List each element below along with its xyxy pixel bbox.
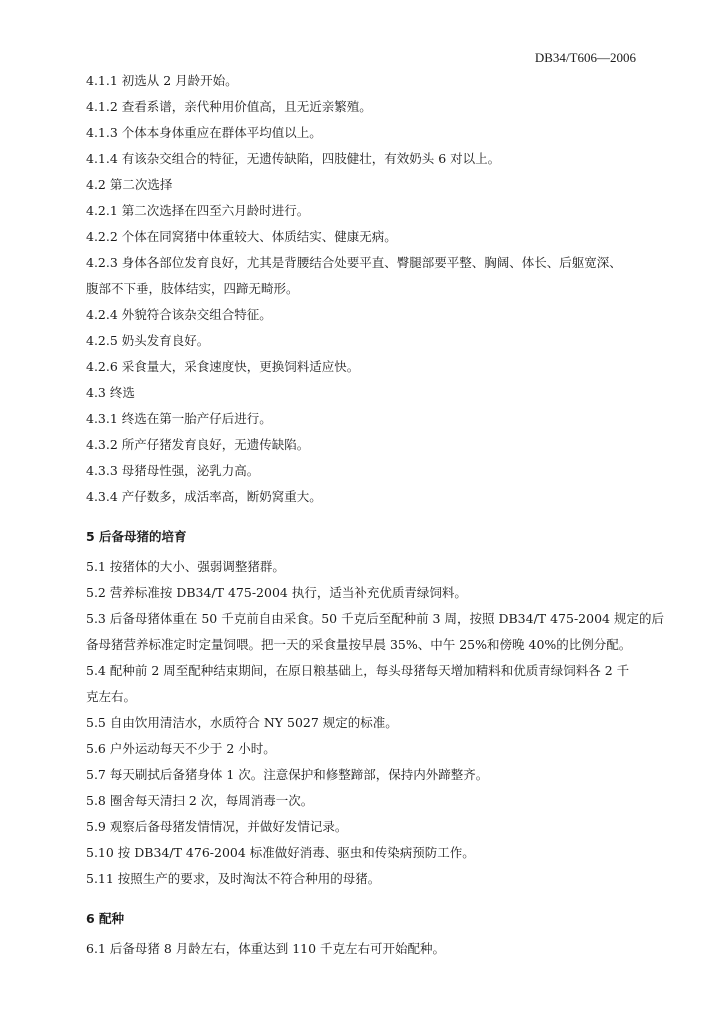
section-4 (86, 72, 646, 506)
clause-4-2-3-cont: 腹部不下垂，肢体结实，四蹄无畸形。 (86, 281, 299, 296)
clause-5-5: 5.5 自由饮用清洁水，水质符合 NY 5027 规定的标准。 (86, 715, 398, 730)
clause-4-1-3: 4.1.3 个体本身体重应在群体平均值以上。 (86, 125, 322, 140)
clause-4-2-2: 4.2.2 个体在同窝猪中体重较大、体质结实、健康无病。 (86, 229, 397, 244)
clause-4-2-1: 4.2.1 第二次选择在四至六月龄时进行。 (86, 203, 310, 218)
clause-4-2-4: 4.2.4 外貌符合该杂交组合特征。 (86, 307, 272, 322)
clause-4-3-4: 4.3.4 产仔数多，成活率高，断奶窝重大。 (86, 489, 322, 504)
clause-4-2-3: 4.2.3 身体各部位发育良好，尤其是背腰结合处要平直、臀腿部要平整、胸阔、体长、后躯宽深、 (86, 255, 622, 270)
clause-4-2-title: 4.2 第二次选择 (86, 177, 173, 192)
clause-5-8: 5.8 圈舍每天清扫 2 次，每周消毒一次。 (86, 793, 314, 808)
clause-5-4-cont: 克左右。 (86, 689, 137, 704)
clause-4-1-2: 4.1.2 查看系谱，亲代种用价值高，且无近亲繁殖。 (86, 99, 372, 114)
section-5-heading: 5 后备母猪的培育 (86, 529, 187, 544)
clause-5-4: 5.4 配种前 2 周至配种结束期间，在原日粮基础上，每头母猪每天增加精料和优质青绿饲料各 2 千 (86, 663, 630, 678)
section-6 (86, 910, 646, 958)
clause-4-1-4: 4.1.4 有该杂交组合的特征，无遗传缺陷，四肢健壮，有效奶头 6 对以上。 (86, 151, 501, 166)
clause-4-3-2: 4.3.2 所产仔猪发育良好，无遗传缺陷。 (86, 437, 310, 452)
clause-4-2-6: 4.2.6 采食量大，采食速度快，更换饲料适应快。 (86, 359, 360, 374)
clause-5-11: 5.11 按照生产的要求，及时淘汰不符合种用的母猪。 (86, 871, 381, 886)
clause-5-3: 5.3 后备母猪体重在 50 千克前自由采食。50 千克后至配种前 3 周，按照 DB34/T 475-2004 规定的后 (86, 611, 664, 626)
section-5 (86, 528, 664, 888)
section-6-heading: 6 配种 (86, 911, 125, 926)
document-body (86, 72, 664, 958)
clause-5-9: 5.9 观察后备母猪发情情况，并做好发情记录。 (86, 819, 348, 834)
clause-5-1: 5.1 按猪体的大小、强弱调整猪群。 (86, 559, 285, 574)
clause-4-2-5: 4.2.5 奶头发育良好。 (86, 333, 210, 348)
clause-6-1: 6.1 后备母猪 8 月龄左右，体重达到 110 千克左右可开始配种。 (86, 941, 446, 956)
document-id: DB34/T606—2006 (534, 50, 636, 65)
clause-5-10: 5.10 按 DB34/T 476-2004 标准做好消毒、驱虫和传染病预防工作。 (86, 845, 475, 860)
clause-4-1-1: 4.1.1 初选从 2 月龄开始。 (86, 73, 238, 88)
clause-4-3-3: 4.3.3 母猪母性强，泌乳力高。 (86, 463, 260, 478)
clause-5-2: 5.2 营养标准按 DB34/T 475-2004 执行，适当补充优质青绿饲料。 (86, 585, 467, 600)
clause-5-6: 5.6 户外运动每天不少于 2 小时。 (86, 741, 276, 756)
clause-5-7: 5.7 每天刷拭后备猪身体 1 次。注意保护和修整蹄部，保持内外蹄整齐。 (86, 767, 489, 782)
clause-5-3-cont: 备母猪营养标准定时定量饲喂。把一天的采食量按早晨 35%、中午 25%和傍晚 40%的比例分配。 (86, 637, 632, 652)
clause-4-3-title: 4.3 终选 (86, 385, 135, 400)
clause-4-3-1: 4.3.1 终选在第一胎产仔后进行。 (86, 411, 272, 426)
